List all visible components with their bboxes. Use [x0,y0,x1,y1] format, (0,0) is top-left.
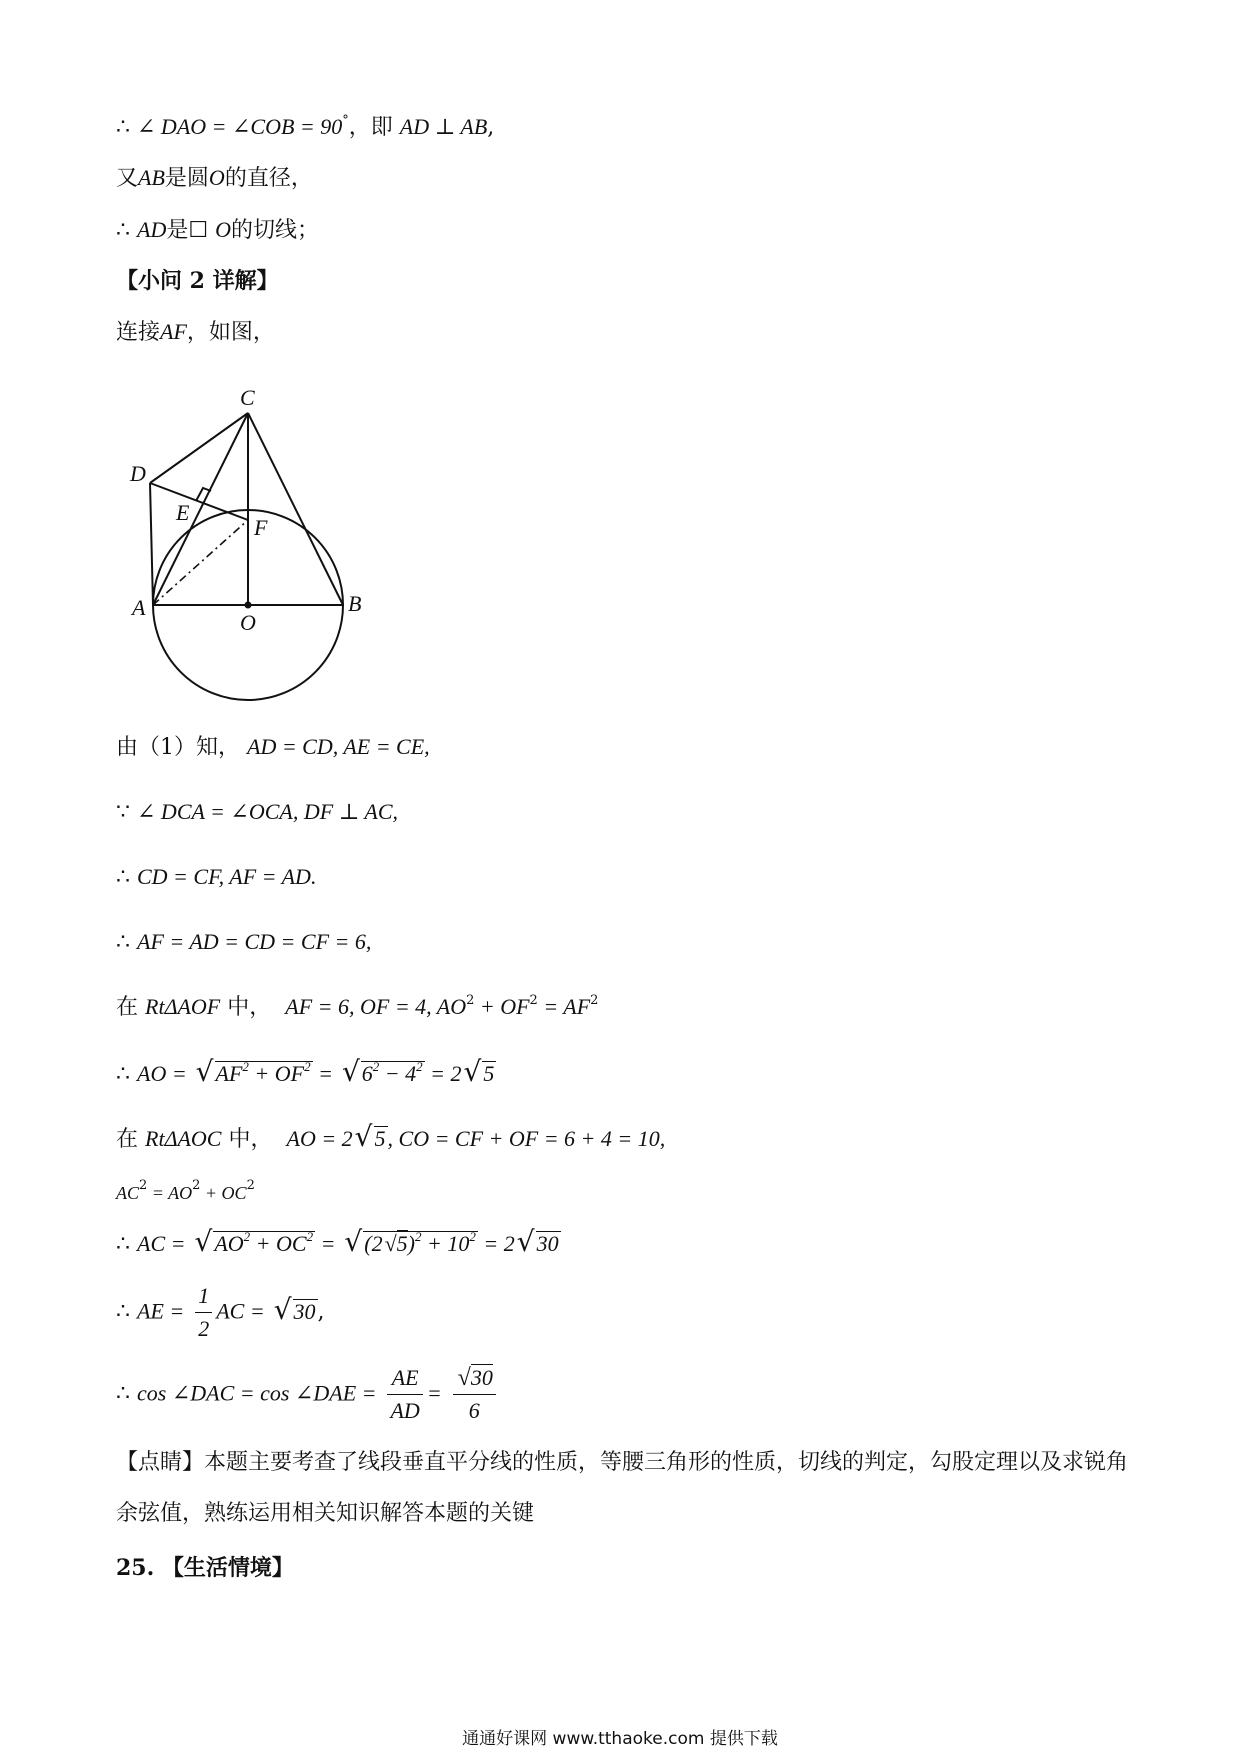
label-a: A [132,595,146,620]
equation: cos ∠DAC = cos ∠DAE = [137,1380,377,1406]
radicand: 30 [536,1231,559,1256]
radicand: $6^2 - 4^2$ [361,1059,423,1086]
sqrt-sign: √ [341,1055,360,1088]
proof-line-2 [116,163,313,194]
therefore-symbol: ∴ [116,930,130,955]
radicand: 30 [293,1298,316,1324]
equation: AF = AD = CD = CF = 6, [137,929,372,954]
label-b: B [348,591,362,616]
exponent: 2 [529,993,538,1008]
text: 由（1）知， [116,735,240,760]
equation: = 2 [477,1231,515,1256]
segment-dc-line [150,413,248,483]
page-footer: 通通好课网 www.tthaoke.com 提供下载 [462,1729,778,1749]
equation: AC [116,1183,140,1203]
proof-line-3 [116,215,319,246]
radicand: $(2√5)^2 + 10^2$ [364,1229,476,1256]
segment-df-line [150,483,248,520]
exponent: 2 [139,1178,148,1193]
therefore-symbol: ∴ [116,218,130,243]
because-symbol: ∵ [116,800,130,825]
segment-af-dashed [153,520,248,605]
sqrt-sign: √ [344,1225,363,1258]
exponent: 2 [590,993,599,1008]
radicand: 5 [374,1126,386,1151]
proof-line-11 [116,1057,496,1090]
proof-line-5 [116,317,275,348]
sqrt-sign: √ [273,1292,292,1326]
proof-line-8 [116,862,316,893]
equation: = [312,1061,333,1086]
equation: = [426,1380,442,1406]
text: 中， [228,1127,273,1152]
equation: + OC [200,1183,247,1203]
label-c: C [240,385,255,410]
sqrt-sign: √ [354,1120,373,1153]
angle-equation: ∠ DAO = ∠COB = 90 [137,114,343,139]
equation: = AO [147,1183,193,1203]
proof-line-12 [116,1122,665,1155]
punct: , [487,115,495,140]
comment-line-2: 余弦值，熟练运用相关知识解答本题的关键 [116,1501,535,1526]
sqrt-sign: √ [195,1055,214,1088]
equation: CD = CF, AF = AD. [137,864,317,889]
equation: = AF [537,994,591,1019]
text: 在 [116,995,139,1020]
circle-o: O [215,217,231,242]
label-f: F [254,515,268,540]
proof-line-9 [116,927,371,958]
proof-line-14 [116,1227,561,1260]
label-d: D [130,461,146,486]
equation: AO = 2 [286,1126,353,1151]
segment-cb-line [248,413,343,605]
equation: AE = [137,1298,185,1324]
therefore-symbol: ∴ [116,1299,130,1325]
section-heading: 【小问 2 详解】 [116,268,279,294]
therefore-symbol: ∴ [116,1381,130,1407]
exponent: 2 [192,1178,201,1193]
equation: AO = [137,1061,187,1086]
segment-af: AF [160,319,187,344]
center-point-o [245,602,252,609]
triangle-name: RtΔAOF [145,994,221,1019]
label-e: E [176,500,190,525]
equation: = 2 [424,1061,462,1086]
text: 是 [166,218,189,243]
text: ，如图， [186,320,275,345]
geometry-figure [120,375,380,705]
fraction-one-half: $\frac{1}{2}$ [195,1280,212,1345]
triangle-name: RtΔAOC [145,1126,222,1151]
proof-line-16 [116,1362,500,1427]
equation: = [315,1231,336,1256]
text: 又 [116,166,139,191]
text: 的直径， [224,166,313,191]
text: 是圆 [164,166,209,191]
proof-line-10 [116,992,598,1023]
segment-ca-line [153,413,248,605]
proof-line-13 [116,1178,255,1209]
degree-sign: ° [342,113,349,128]
equation: AC = [137,1231,186,1256]
equation: AC = [216,1298,265,1324]
fraction-result: $\frac{√30}{6}$ [453,1362,496,1427]
exponent: 2 [466,993,475,1008]
text: ，即 [348,115,393,140]
equation: , CO = CF + OF = 6 + 4 = 10, [387,1126,666,1151]
equation: AD = CD, AE = CE, [247,734,430,759]
proof-line-15 [116,1280,325,1345]
radicand: 5 [483,1061,495,1086]
next-question-heading: 25. 【生活情境】 [116,1555,294,1581]
proof-line-6 [116,732,430,763]
radicand: $AF^2 + OF^2$ [215,1059,311,1086]
therefore-symbol: ∴ [116,865,130,890]
therefore-symbol: ∴ [116,115,130,140]
radicand: $AO^2 + OC^2$ [214,1229,314,1256]
text: 连接 [116,320,161,345]
exponent: 2 [246,1178,255,1193]
perp-statement: AD ⊥ AB [399,114,488,139]
circle-o: O [208,165,225,190]
segment-ab: AB [138,165,165,190]
punct: , [317,1299,325,1325]
sqrt-sign: √ [463,1055,482,1088]
sqrt-sign: √ [194,1225,213,1258]
text: 的切线； [230,218,319,243]
proof-line-7 [116,797,398,828]
fraction-ae-ad: $\frac{AE}{AD}$ [387,1362,422,1427]
comment-line-1: 【点睛】本题主要考查了线段垂直平分线的性质，等腰三角形的性质，切线的判定，勾股定理以及求锐角 [116,1450,1129,1475]
label-o: O [240,610,256,635]
segment-da-line [150,483,153,605]
equation: ∠ DCA = ∠OCA, DF ⊥ AC, [137,799,399,824]
text: 在 [116,1127,139,1152]
text: 中， [227,995,272,1020]
missing-glyph-box: ☐ [188,218,209,243]
therefore-symbol: ∴ [116,1232,130,1257]
equation: + OF [474,994,530,1019]
therefore-symbol: ∴ [116,1062,130,1087]
equation: AF = 6, OF = 4, AO [285,994,467,1019]
proof-line-1 [116,112,494,143]
segment-ad: AD [137,217,167,242]
sqrt-sign: √ [516,1225,535,1258]
